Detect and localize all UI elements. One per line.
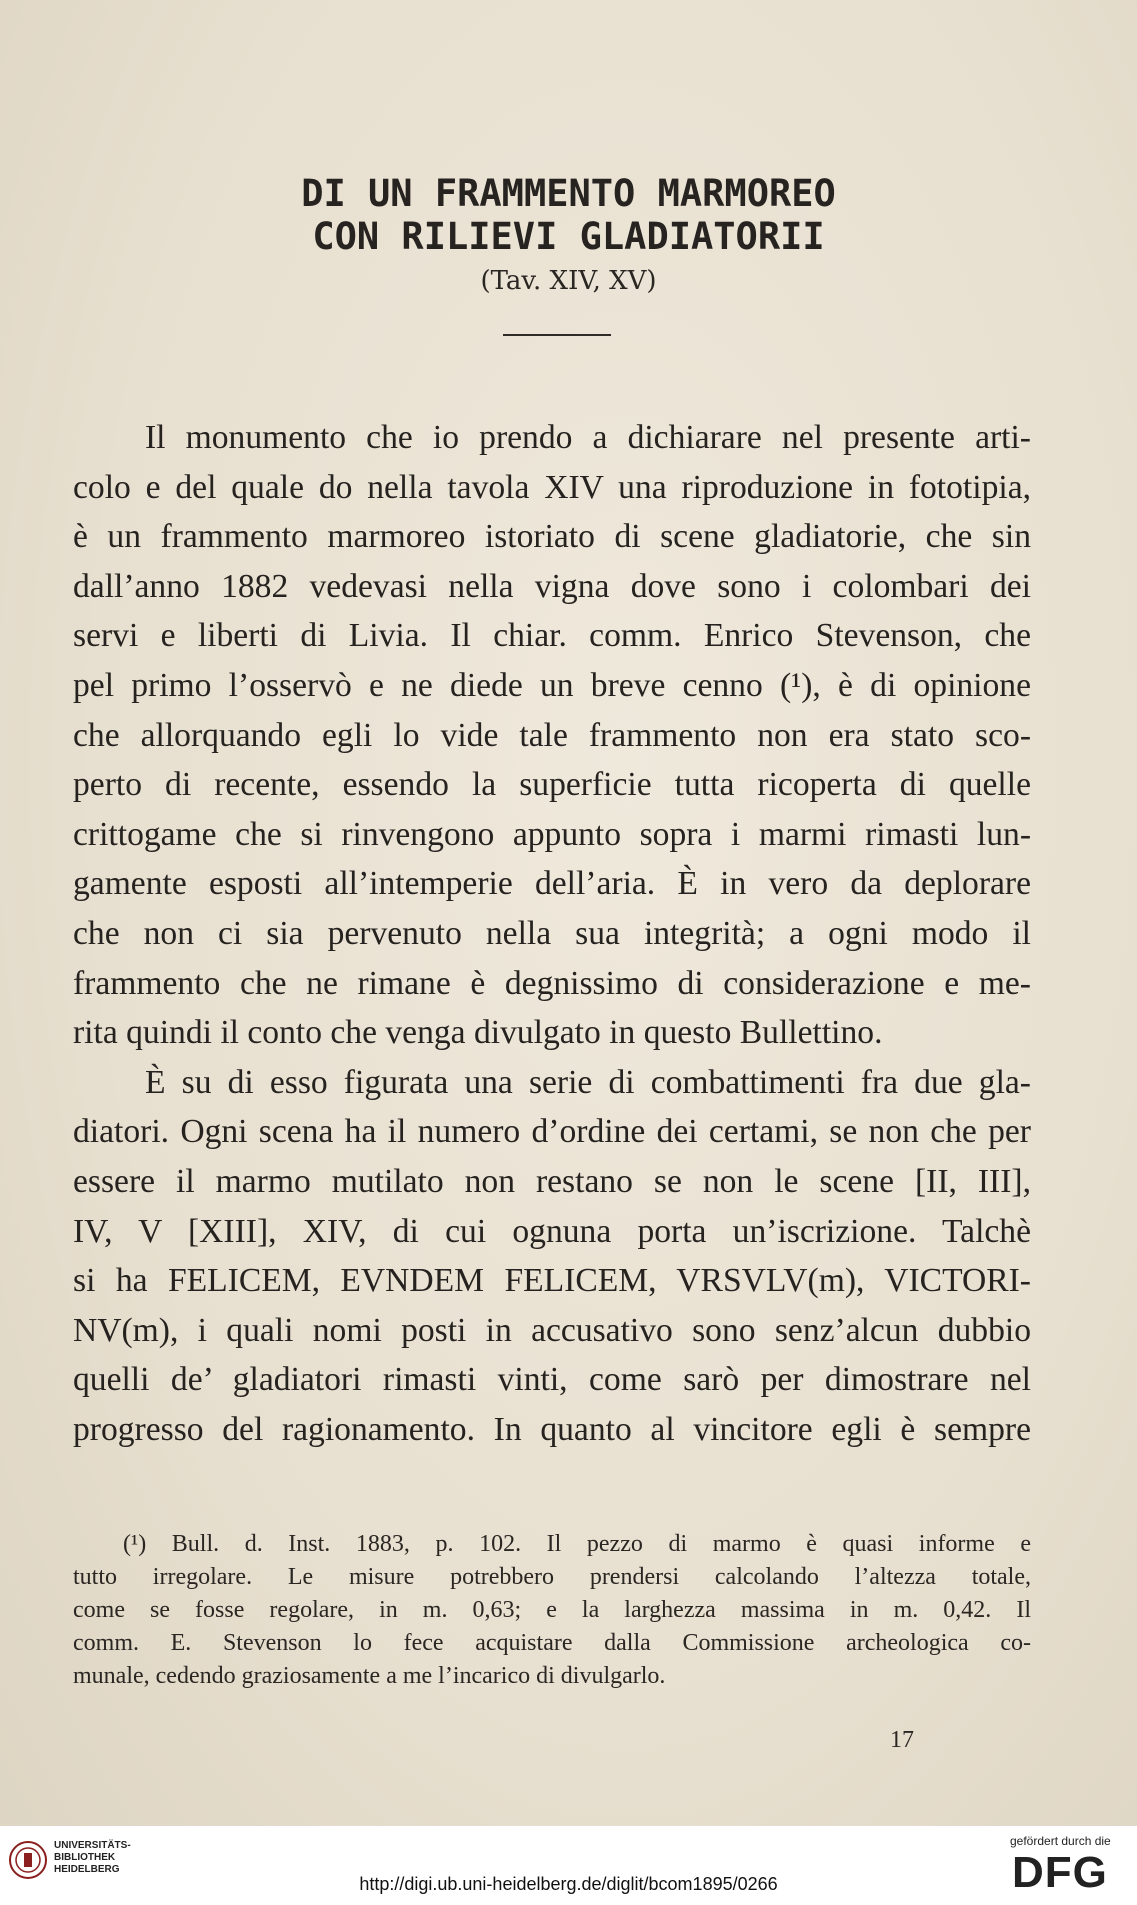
text-line: crittogame che si rinvengono appunto sopra i marmi rimasti lun-	[73, 815, 1031, 853]
page-number: 17	[890, 1727, 914, 1753]
text-line: gamente esposti all’intemperie dell’aria. È in vero da deplorare	[73, 865, 1031, 903]
text-line: che allorquando egli lo vide tale frammento non era stato sco-	[73, 716, 1031, 754]
text-line: essere il marmo mutilato non restano se non le scene [II, III],	[73, 1162, 1031, 1200]
footnote-line: (¹) Bull. d. Inst. 1883, p. 102. Il pezzo di marmo è quasi informe e	[123, 1531, 1031, 1557]
footnote-line: come se fosse regolare, in m. 0,63; e la larghezza massima in m. 0,42. Il	[73, 1597, 1031, 1623]
text-line: Il monumento che io prendo a dichiarare nel presente arti-	[145, 419, 1031, 456]
library-line: HEIDELBERG	[54, 1864, 120, 1875]
footnote-line: tutto irregolare. Le misure potrebbero prendersi calcolando l’altezza totale,	[73, 1564, 1031, 1590]
text-line: dall’anno 1882 vedevasi nella vigna dove sono i colombari dei	[73, 567, 1031, 605]
text-line: quelli de’ gladiatori rimasti vinti, come sarò per dimostrare nel	[73, 1361, 1031, 1399]
text-line: servi e liberti di Livia. Il chiar. comm. Enrico Stevenson, che	[73, 617, 1031, 655]
text-line: È su di esso figurata una serie di combattimenti fra due gla-	[145, 1063, 1031, 1101]
library-line: BIBLIOTHEK	[54, 1852, 116, 1863]
text-line: colo e del quale do nella tavola XIV una riproduzione in fototipia,	[73, 468, 1031, 506]
title-divider	[503, 334, 611, 336]
article-title-line2: CON RILIEVI GLADIATORII	[312, 215, 825, 258]
text-line: IV, V [XIII], XIV, di cui ognuna porta un’iscrizione. Talchè	[73, 1212, 1031, 1250]
text-line: NV(m), i quali nomi posti in accusativo sono senz’alcun dubbio	[73, 1311, 1031, 1349]
source-url-link[interactable]: http://digi.ub.uni-heidelberg.de/diglit/bcom1895/0266	[359, 1874, 778, 1894]
text-line: progresso del ragionamento. In quanto al vincitore egli è sempre	[73, 1410, 1031, 1448]
text-line: rita quindi il conto che venga divulgato in questo Bullettino.	[73, 1014, 883, 1052]
text-line: frammento che ne rimane è degnissimo di considerazione e me-	[73, 964, 1031, 1002]
text-line: perto di recente, essendo la superficie tutta ricoperta di quelle	[73, 766, 1031, 804]
article-body	[73, 413, 1031, 1454]
dfg-logo: DFG	[1012, 1848, 1108, 1897]
library-line: UNIVERSITÄTS-	[54, 1840, 131, 1851]
text-line: si ha FELICEM, EVNDEM FELICEM, VRSVLV(m), VICTORI-	[73, 1262, 1031, 1300]
text-line: diatori. Ogni scena ha il numero d’ordine dei certami, se non che per	[73, 1113, 1031, 1151]
footnote	[73, 1528, 1031, 1693]
text-line: che non ci sia pervenuto nella sua integrità; a ogni modo il	[73, 914, 1031, 952]
library-logo-text	[54, 1840, 131, 1876]
article-title-line1: DI UN FRAMMENTO MARMOREO	[301, 172, 836, 215]
text-line: è un frammento marmoreo istoriato di scene gladiatorie, che sin	[73, 518, 1031, 556]
footnote-line: comm. E. Stevenson lo fece acquistare dalla Commissione archeologica co-	[73, 1630, 1031, 1656]
article-subtitle: (Tav. XIV, XV)	[480, 266, 657, 296]
text-line: pel primo l’osservò e ne diede un breve cenno (¹), è di opinione	[73, 666, 1031, 704]
funded-by-label: gefördert durch die	[1010, 1834, 1111, 1848]
footnote-line: munale, cedendo graziosamente a me l’incarico di divulgarlo.	[73, 1663, 666, 1689]
paragraph-2	[73, 1058, 1031, 1455]
paragraph-1	[73, 413, 1031, 1058]
